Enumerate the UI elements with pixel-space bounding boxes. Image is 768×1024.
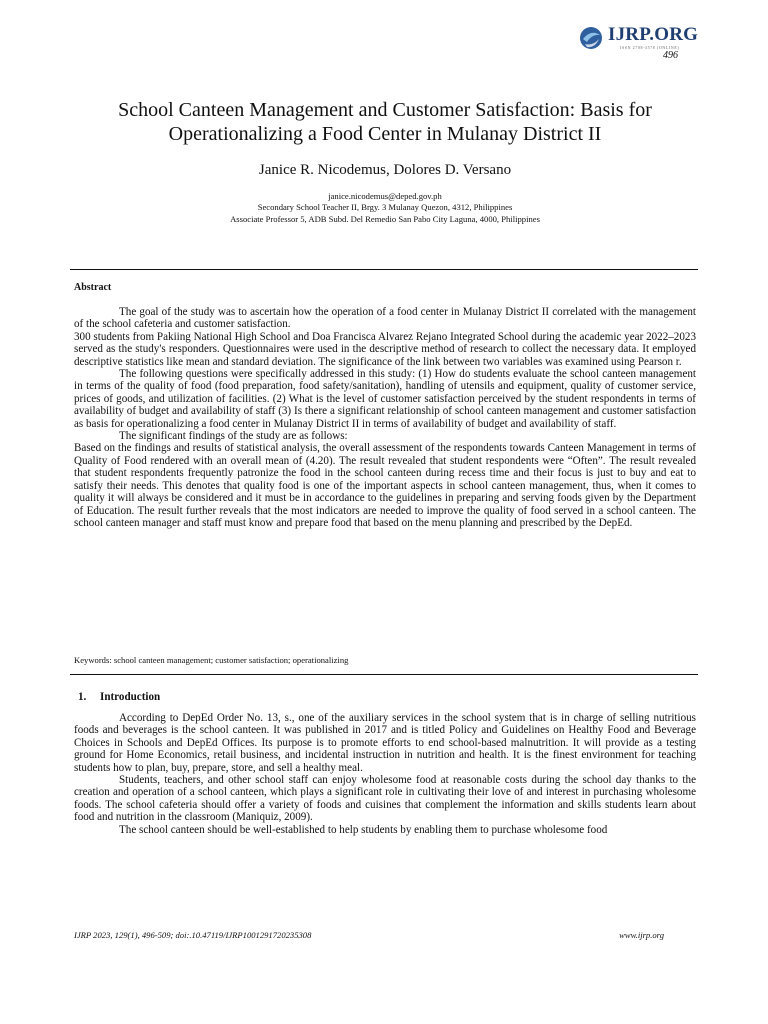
abstract-heading: Abstract [74,282,112,293]
section-number: 1. [78,691,87,703]
abstract-body [74,306,696,529]
affiliations [72,191,698,225]
ijrp-logo-icon [578,26,604,50]
intro-paragraph: According to DepEd Order No. 13, s., one of the auxiliary services in the school system that is in charge of selling nutritious foods and beverages is the school canteen. It was published in 2017 and is titled Policy and Guidelines on Healthy Food and Beverage Choices in Schools and DepEd Offices. Its purpose is to promote efforts to end school-based malnutrition. It will provide as a testing ground for Home Economics, retail business, and incidental instruction in nutrition and health. It is the finest environment for teaching students how to plan, buy, prepare, store, and sell a healthy meal. [74,712,696,774]
abstract-paragraph: The goal of the study was to ascertain how the operation of a food center in Mulanay District II correlated with the management of the school cafeteria and customer satisfaction. [74,306,696,331]
logo-tagline: ISSN 2708-3578 (ONLINE) [620,45,680,50]
introduction-body [74,712,696,836]
intro-paragraph: Students, teachers, and other school staff can enjoy wholesome food at reasonable costs during the school day thanks to the creation and operation of a school canteen, which plays a significant role in cultivating their love of and interest in purchasing wholesome foods. The school cafeteria should offer a variety of foods and cuisines that complement the information and skills students learn about food and nutrition in the classroom (Maniquiz, 2009). [74,774,696,824]
title-line-2: Operationalizing a Food Center in Mulanay District II [168,123,602,145]
journal-logo [578,24,699,52]
affiliation-1: Secondary School Teacher II, Brgy. 3 Mulanay Quezon, 4312, Philippines [257,202,513,213]
abstract-paragraph: 300 students from Pakiing National High School and Doa Francisca Alvarez Rejano Integrated School during the academic year 2022–2023 served as the study's responders. Questionnaires were used in the descriptive method of research to collect the necessary data. It employed descriptive statistics like mean and standard deviation. The significance of the link between two variables was examined using Pearson r. [74,330,696,368]
affiliation-2: Associate Professor 5, ADB Subd. Del Remedio San Pabo City Laguna, 4000, Philippines [230,213,540,224]
title-line-1: School Canteen Management and Customer Satisfaction: Basis for [118,99,652,121]
keywords: Keywords: school canteen management; customer satisfaction; operationalizing [74,655,349,665]
divider-bottom [70,674,698,675]
divider-top [70,269,698,270]
footer-website: www.ijrp.org [619,930,664,940]
author-email: janice.nicodemus@deped.gov.ph [328,191,442,201]
paper-title [72,98,698,146]
authors: Janice R. Nicodemus, Dolores D. Versano [258,162,512,178]
abstract-paragraph: Based on the findings and results of statistical analysis, the overall assessment of the respondents towards Canteen Management in terms of Quality of Food rendered with an overall mean of (4.20). The result revealed that student respondents were “Often”. The result revealed that student respondents frequently patronize the food in the school canteen during recess time and their focus is just to buy and eat to satisfy their needs. This denotes that quality food is one of the important aspects in school canteen management, thus, when it comes to quality it will always be considered and it must be in accordance to the guidelines in preparing and serving foods given by the Department of Education. The result further reveals that the most indicators are needed to improve the quality of food served in a school canteen. The school canteen manager and staff must know and prepare food that based on the menu planning and prescribed by the DepEd. [74,442,696,529]
logo-text: IJRP.ORG [608,24,699,45]
section-title: Introduction [100,691,161,703]
intro-paragraph: The school canteen should be well-established to help students by enabling them to purchase wholesome food [119,823,608,836]
footer-citation: IJRP 2023, 129(1), 496-509; doi:.10.47119/IJRP1001291720235308 [74,930,312,940]
page-number: 496 [663,50,678,61]
abstract-paragraph: The significant findings of the study are as follows: [119,430,348,443]
section-heading-introduction [78,691,160,703]
abstract-paragraph: The following questions were specifically addressed in this study: (1) How do students evaluate the school canteen management in terms of the quality of food (food preparation, food safety/sanitation), handling of utensils and equipment, quality of customer service, prices of goods, and utilization of facilities. (2) What is the level of customer satisfaction perceived by the student respondents in terms of availability of budget and availability of staff (3) Is there a significant relationship of school canteen management and customer satisfaction as basis for operationalizing a food center in Mulanay District II in terms of availability of budget and availability of staff. [74,368,696,430]
